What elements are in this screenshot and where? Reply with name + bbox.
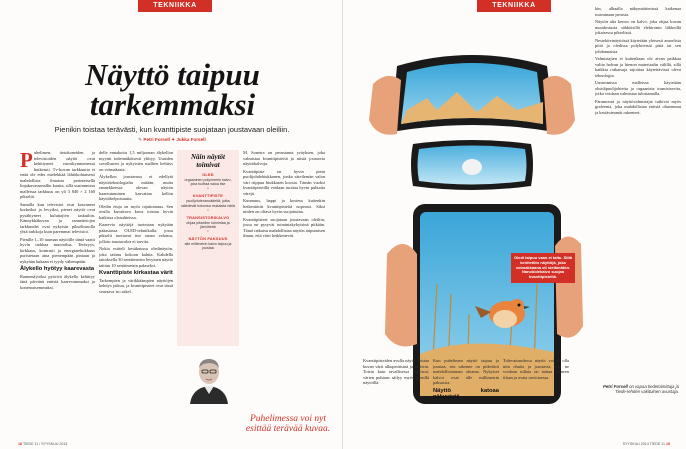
paragraph: Kvanttipisteet suojataan joustavaan oleiliin, jossa ne pysyvät toimintakykyisinä pitkään. Tämä ratkaisu mahdollistaa näytön taipumisen ilman, että värit heikkenevät. xyxy=(243,216,325,238)
paragraph: Paramount ja näyttövalmistajat tutkivat myös grafeenia, joka mahdollistaa entistä ohuemmat ja kestävämmät rakenteet. xyxy=(595,98,681,115)
paragraph: delle ennakoitu 1,5 miljoonan älykellon myynti todennäköisesti ylittyy. Uusiden sovellusten ja nykyisten mallien kehitys on voimakasta. xyxy=(99,150,173,172)
credit-text: on vapaa tiedetoimittaja ja Tiede-lehden vakituinen avustaja. xyxy=(615,384,679,395)
folio-text: SYYSKUU 2014 TIEDE 11 xyxy=(622,442,665,446)
folio-text: TIEDE 11 / SYYSKUU 2014 xyxy=(22,442,68,446)
section-tab: TEKNIIKKA xyxy=(138,0,212,12)
pen-icon: ✎ xyxy=(138,137,143,142)
paragraph: M. Sonetra on perustanut yrityksen, joka valmistaa kvanttipisteitä ja niistä joustavia näyttökalvoja. xyxy=(243,150,325,166)
paragraph: Nokia esitteli kesäkuussa oledinäytön, joka taittuu kokoon kahtia. Kahdella taitoksella 30 senttimetrin levyinen näyttö taittuu 10 senttimetrin palaseksi. xyxy=(99,246,173,268)
sidebar-text: alle millimetrin kalvo taipuu ja joustaa xyxy=(184,242,232,251)
divider-dot: • xyxy=(207,206,209,212)
author-portrait xyxy=(186,350,232,404)
sidebar-key: KVANTTIPISTE xyxy=(192,193,224,199)
section-tab: TEKNIIKKA xyxy=(477,0,551,12)
divider-dot: • xyxy=(207,185,209,191)
bottom-column-2 xyxy=(433,358,499,440)
right-column xyxy=(595,6,681,342)
paragraph: Valmistajien ei kuitenkaan ole aivan paikkaa valita halvan ja hienon materiaalin välillä, sillä kaikkia ratkaisuja rajoittaa käytettävissä oleva teknologia. xyxy=(595,56,681,78)
paragraph: Älykellon joustavuus ei edellytä näyttöteknologialta mitään, mutta rannekkeessa olevan näytön kaareutuminen kasvattaa kellon käyttökelpoisuutta. xyxy=(99,174,173,201)
divider-dot: • xyxy=(207,228,209,234)
author-credit xyxy=(601,384,679,395)
image-caption: Oledi taipuu vaan ei taitu. Siitä kehitettiin näyttöjä, joka voimakkaana oli sietämätön. Nanokidekalvo suojaa kvanttipisteitä. xyxy=(511,253,575,283)
sidebar-text: ohjaa pikselien toimintaa ja jännitteitä xyxy=(186,220,230,230)
page-number: 18 xyxy=(18,442,22,446)
right-page xyxy=(343,0,686,449)
subheading: Näyttö katoaa näkyvistä xyxy=(433,387,499,400)
paragraph: Samalla kun televisiot ovat kasvaneet korkeiksi ja levyiksi, pienet näytöt ovat pysähtyneet kuluttajien taskuihin. Kännykkäkuvan ja rannetietojen tarkkuudet ovat nykyisin pikselitasolla yhtä tarkkoja kuin paremmat televisiot. xyxy=(20,201,95,234)
bottom-column-3 xyxy=(503,358,569,440)
sidebar-box xyxy=(177,150,239,346)
body-column-1 xyxy=(20,150,95,440)
paragraph: Rannenäytöksi pyörivä älykello kehittyy tänä päivänä entistä kaarevammaksi ja konemaisemmaksi. xyxy=(20,273,95,290)
paragraph: Näytön alta kerros on kalvo, joka ohjaa kuvan muodostusta sähköisillä elektronin liikkeillä jokaisessa pikselissä. xyxy=(595,19,681,35)
pull-quote: Puhelimessa voi nyt esittää terävää kuvaa. xyxy=(245,414,331,434)
paragraph: uhelimen, tietokoneiden ja televisioiden näytöt ovat kehittyneet vuosikymmenessä huikeasti. Tv-kuvan tarkkuutta ei enää ole edes mielekkää lähtökohtaisesti mahdollista ilmaista perinteisellä linjakuvausmallin kautta, sillä uusimmissa malleissa tarkkuus on yli 3 840 × 2 160 pikseliä. xyxy=(20,150,95,199)
page-number: 19 xyxy=(666,442,670,446)
sidebar-key: NÄYTÖN PAKSUUS xyxy=(188,236,228,242)
article-title: Näyttö taipuu tarkemmaksi xyxy=(85,57,260,122)
paragraph: Kaarevia näyttöjä tuotetaan nykyään pääasiassa OLED-tekniikalla, jossa pikselit tuottavat itse oman valonsa, jolloin taustavaloa ei tarvita. xyxy=(99,222,173,244)
left-folio xyxy=(18,442,67,446)
paragraph: Kvanttipiste on hyvin pieni puolijohdehiukkanen, jonka säteilemän valon väri riippuu hiukkasen koosta. Tämän vuoksi kvanttipisteillä voidaan tuottaa hyvin puhtaita värejä. xyxy=(243,168,325,196)
bottom-column-1 xyxy=(363,358,429,440)
article-lead: Pienikin toistaa terävästi, kun kvanttipiste suojataan joustavaan oleiliin. xyxy=(54,125,290,134)
paragraph: Pienille 1–10 tuuman näytöille tämä vaatii hyvin tarkkaa muotoilua. Terävyys, kirkkaus, kontrasti ja energiatehokkuus puristetaan aina pienempään pintaan ja nykyään kukaan ei tyydy vähempään. xyxy=(20,236,95,264)
sidebar-title: Näin näytöt toimivat xyxy=(190,153,226,169)
paragraph: Tarkempien ja värikkäämpien näyttöjen kehitys jatkuu, ja kvanttipisteet ovat tässä seuraava iso askel. xyxy=(99,277,173,294)
paragraph: Oledin etuja on myös rajattomuus. Sen avulla kuvattava kuva toistuu hyvin kaikissa olosuhteissa. xyxy=(99,203,173,220)
body-column-3 xyxy=(243,150,325,412)
paragraph: Kun puhelimen näyttö taipuu ja joustaa, sen rakenne on pidettävä mahdollisimman ohuena. Nykyiset kalvot ovat alle millimetrin paksuisia. xyxy=(433,358,499,385)
sidebar-key: OLED xyxy=(202,172,214,177)
paragraph: Tulevaisuudessa näytöt voivat olla niin ohuita ja joustavia, että ne voidaan rullata tai taittaa pieneen tilaan ja avata tarvittaessa. xyxy=(503,358,569,380)
paragraph: Kuumuus, happi ja kosteus kuitenkin heikentävät kvanttipisteitä nopeasti. Siksi niiden on oltava hyvin suojattuina. xyxy=(243,198,325,214)
paragraph: Nestekiteinäyttössä käytetään yleisesti amorfista piitä ja oledissa polykiteistä piitä tai sen johdannaisia. xyxy=(595,37,681,54)
sidebar-key: TRANSISTORIKALVO xyxy=(186,214,230,220)
subheading: Älykello hyötyy kaarevasta xyxy=(20,266,95,272)
paragraph: Uusimmissa malleissa käytetään oksidipuolijohteita ja orgaanisia transistoreita, jotka voidaan valmistaa tulostamalla. xyxy=(595,80,681,96)
paragraph: Kvanttipisteiden avulla näyttö toistaa kuvan värit alkuperäisinä ja teräviin. Toisin kuin tavallisessa näytössä, värien puhtaus säilyy myös pienillä näytöillä. xyxy=(363,358,429,385)
subheading: Kvanttipiste kirkastaa värit xyxy=(99,270,173,276)
byline xyxy=(40,137,304,143)
sidebar-text: orgaaninen polymeerin kalvo, joka tuottaa valoa itse xyxy=(184,178,232,187)
drop-cap: P xyxy=(20,150,33,172)
byline-names: Petri Forsell ✦ Jukka Forsell xyxy=(143,137,206,142)
credit-name: Petri Forsell xyxy=(603,384,628,389)
right-folio xyxy=(623,442,670,446)
body-column-2 xyxy=(99,150,173,440)
sidebar-text: puolijohdenanokiteitä, jotka säteilevät kokonsa mukaista väriä xyxy=(181,199,235,208)
paragraph: kin, alhaalla näkymättömissä kaikenaa tosiminaan perusta. xyxy=(595,6,681,17)
